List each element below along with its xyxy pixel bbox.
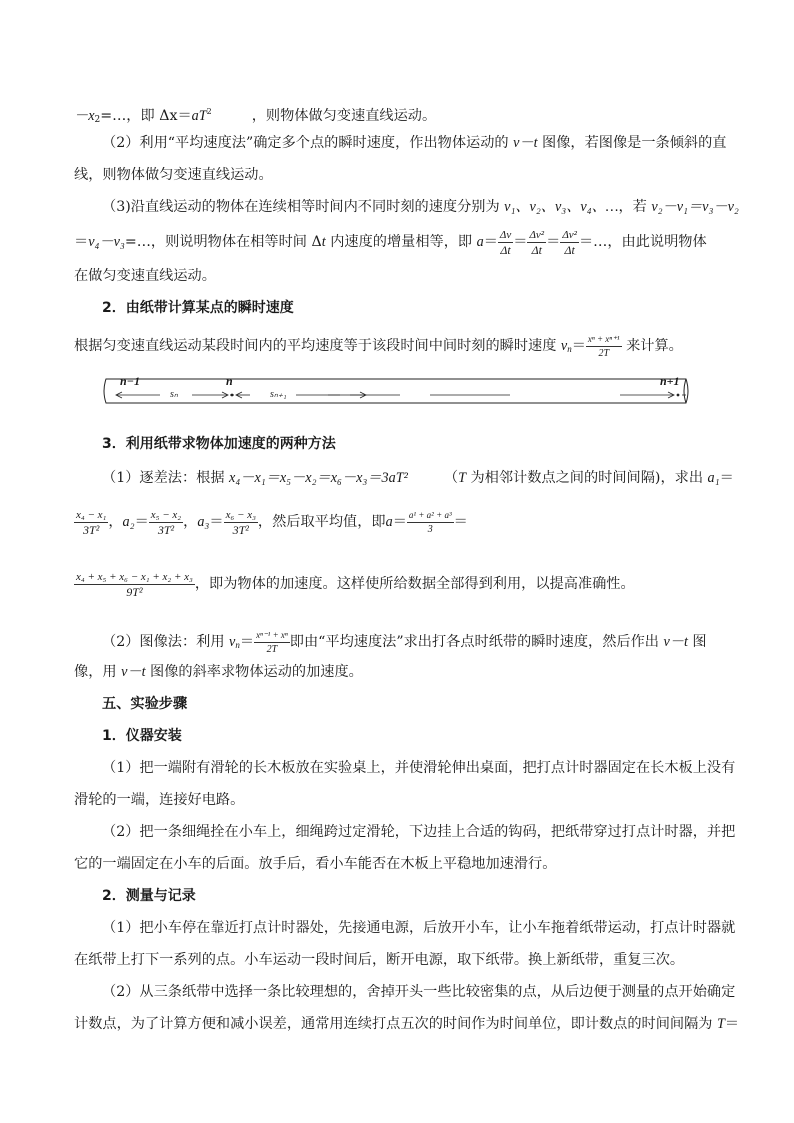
text-line-7: 根据匀变速直线运动某段时间内的平均速度等于该段时间中间时刻的瞬时速度 $v_n=$ $\frac{\text{xⁿ + xⁿ⁺¹}}{2T}$ 来计算。 [74, 333, 683, 359]
text-line-4: （3)沿直线运动的物体在连续相等时间内不同时刻的速度分别为 v₁、v₂、v₃、v₄、…，若 v₂－v₁＝v₃－v₂ [102, 199, 739, 215]
paragraph-4-line-1: （2）从三条纸带中选择一条比较理想的，舍掉开头一些比较密集的点，从后边便于测量的点开始确定 [102, 984, 736, 1000]
text-line-5: ＝v₄－v₃=…，则说明物体在相等时间 Δt 内速度的增量相等，即 a＝ $\frac{\Delta v}{\Delta t}$ ＝ $\frac{\text{Δv²}}{\Delta t}$ ＝ $\frac{\text{Δv²}}{\Delta t}$ ＝…，由此说明物体 [74, 228, 707, 257]
text-line-10: $\frac{\text{x₄ + x₅ + x₆ − x₁ + x₂ + x₃}}{\text{9T²}}$ ，即为物体的加速度。这样使所给数据全部得到利用，以提高准确性。 [76, 570, 635, 599]
text-line-8: （1）逐差法：根据 x₄－x₁＝x₅－x₂＝x₆－x₃＝3aT² （T 为相邻计数点之间的时间间隔)，求出 a₁＝ [102, 470, 734, 486]
text-line-1: $-x_2=\dots$，即 $\Delta x=aT^2$ ，则物体做匀变速直线运动。 [74, 107, 437, 125]
fraction-instant-velocity: $\frac{\text{xⁿ + xⁿ⁺¹}}{2T}$ [587, 333, 620, 359]
fraction-a-average: $\frac{\text{a¹ + a² + a³}}{3}$ [408, 509, 452, 535]
tape-label-n-minus-1: n−1 [120, 374, 140, 388]
tape-label-s-n: sₙ [170, 389, 178, 400]
text-line-2: （2）利用“平均速度法”确定多个点的瞬时速度，作出物体运动的 v－t 图像，若图像是一条倾斜的直 [102, 135, 727, 151]
fraction-a3: $\frac{\text{x₆ − x₃}}{\text{3T²}}$ [225, 508, 256, 537]
text-line-6: 在做匀变速直线运动。 [74, 268, 216, 284]
fraction-vn: $\frac{\text{xⁿ⁻¹ + xⁿ}}{2T}$ [256, 629, 288, 655]
paragraph-2-line-1: （2）把一条细绳拴在小车上，细绳跨过定滑轮，下边挂上合适的钩码，把纸带穿过打点计时器，并把 [102, 824, 736, 840]
fraction-dv2-dt-2: $\frac{\text{Δv²}}{\Delta t}$ [562, 228, 577, 257]
tape-label-n: n [226, 374, 233, 388]
paragraph-1-line-2: 滑轮的一端，连接好电路。 [74, 792, 245, 808]
paragraph-3-line-2: 在纸带上打下一系列的点。小车运动一段时间后，断开电源，取下纸带。换上新纸带，重复三次。 [74, 952, 685, 968]
section-heading-3: 3．利用纸带求物体加速度的两种方法 [102, 436, 336, 452]
subheading-instrument-setup: 1．仪器安装 [102, 728, 182, 744]
fraction-a1: $\frac{\text{x₄ − x₁}}{\text{3T²}}$ [76, 508, 107, 537]
fraction-a2: $\frac{\text{x₅ − x₂}}{\text{3T²}}$ [150, 508, 182, 537]
fraction-dv-dt: $\frac{\Delta v}{\Delta t}$ [499, 228, 512, 257]
section-heading-2: 2．由纸带计算某点的瞬时速度 [102, 300, 294, 316]
paragraph-2-line-2: 它的一端固定在小车的后面。放手后，看小车能否在木板上平稳地加速滑行。 [74, 856, 557, 872]
fraction-dv2-dt-1: $\frac{\text{Δv²}}{\Delta t}$ [529, 228, 545, 257]
paper-tape-diagram [100, 376, 692, 406]
tape-label-s-n-plus-1: sₙ₊₁ [270, 389, 287, 400]
text-line-9: $\frac{\text{x₄ − x₁}}{\text{3T²}}$ ，a₂＝ $\frac{\text{x₅ − x₂}}{\text{3T²}}$ ，a₃＝ $\frac{\text{x₆ − x₃}}{\text{3T²}}$ ，然后取平均值，即a＝ $\frac{\text{a¹ + a² + a³}}{3}$ ＝ [76, 508, 468, 537]
paper-tape-svg [100, 376, 692, 406]
text-line-11: （2）图像法：利用 $v_n=$ $\frac{\text{xⁿ⁻¹ + xⁿ}}{2T}$ 即由“平均速度法”求出打各点时纸带的瞬时速度，然后作出 v－t 图 [102, 629, 707, 655]
text-line-12: 像，用 v－t 图像的斜率求物体运动的加速度。 [74, 664, 363, 680]
paragraph-1-line-1: （1）把一端附有滑轮的长木板放在实验桌上，并使滑轮伸出桌面，把打点计时器固定在长木板上没有 [102, 760, 736, 776]
section-heading-5: 五、实验步骤 [102, 696, 188, 712]
fraction-a-total: $\frac{\text{x₄ + x₅ + x₆ − x₁ + x₂ + x₃}}{\text{9T²}}$ [76, 570, 193, 599]
text-line-3: 线，则物体做匀变速直线运动。 [74, 167, 273, 183]
paragraph-3-line-1: （1）把小车停在靠近打点计时器处，先接通电源，后放开小车，让小车拖着纸带运动，打点计时器就 [102, 920, 736, 936]
paragraph-4-line-2: 计数点，为了计算方便和减小误差，通常用连续打点五次的时间作为时间单位，即计数点的时间间隔为 T＝ [74, 1016, 740, 1032]
subheading-measurement: 2．测量与记录 [102, 888, 196, 904]
tape-label-n-plus-1: n+1 [660, 374, 680, 388]
